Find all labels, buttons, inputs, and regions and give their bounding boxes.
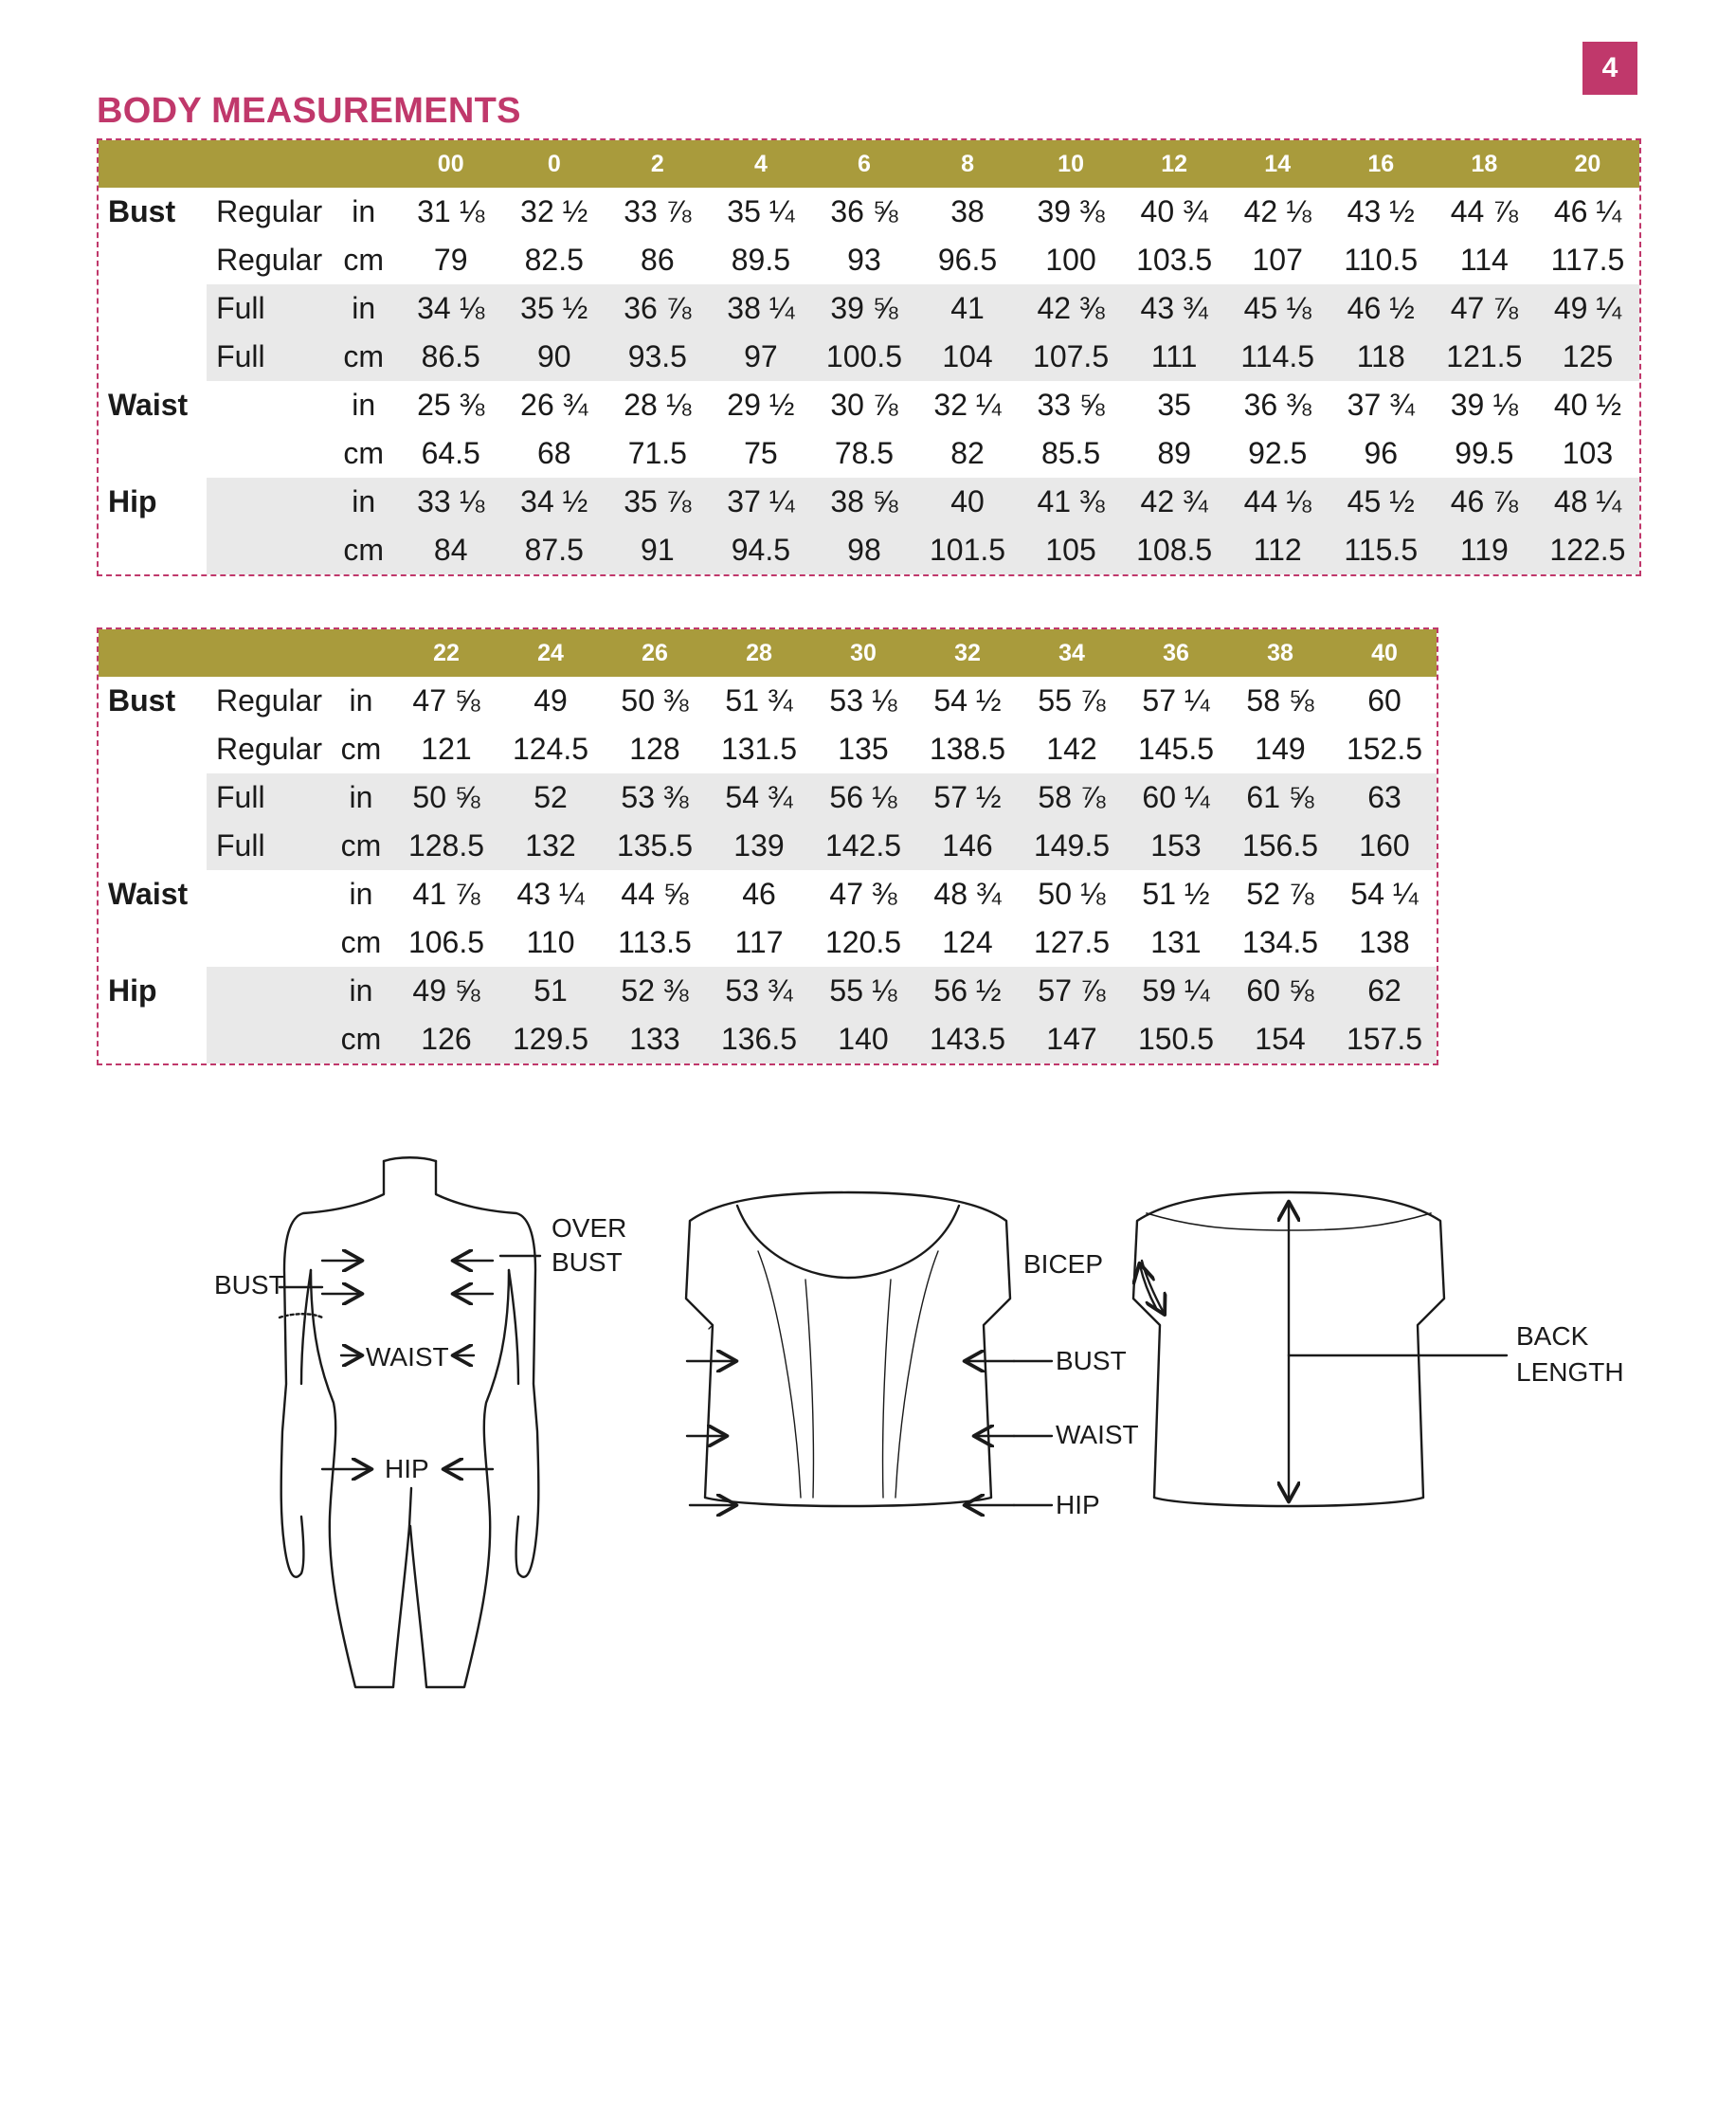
measurement-row: [99, 333, 1639, 381]
size-header-cell: 24: [498, 629, 603, 677]
size-header-cell: 16: [1329, 140, 1433, 188]
back-length-label-line1: BACK: [1516, 1321, 1589, 1351]
value-cell: 142.5: [811, 822, 915, 870]
value-cell: 115.5: [1329, 526, 1433, 574]
value-cell: 54 ¼: [1350, 877, 1419, 911]
size-header-cell: 2: [606, 140, 709, 188]
figure-type-cell: [207, 967, 328, 1015]
bicep-label: BICEP: [1023, 1249, 1104, 1279]
value-cell: 47 ⅞: [1433, 284, 1536, 333]
value-cell: 62: [1332, 967, 1437, 1015]
bust-label: BUST: [214, 1270, 285, 1299]
value-cell: 51 ¾: [725, 683, 793, 718]
value-cell: 35 ⅞: [606, 478, 709, 526]
value-cell: 71.5: [627, 436, 687, 470]
value-cell: 135: [838, 732, 889, 766]
unit-cell: in: [349, 877, 373, 911]
value-cell: 50 ⅛: [1038, 877, 1106, 911]
figure-type-cell: [207, 870, 328, 918]
value-cell: 117.5: [1550, 243, 1625, 277]
unit-cell: cm: [340, 732, 382, 766]
value-cell: 40 ½: [1553, 388, 1622, 422]
top-bust-label: BUST: [1056, 1346, 1127, 1375]
value-cell: 131.5: [720, 732, 798, 766]
value-cell: 46 ¼: [1553, 194, 1622, 228]
measure-name-cell: [99, 236, 207, 284]
size-header-row: [99, 140, 1639, 188]
value-cell: 128: [629, 732, 680, 766]
value-cell: 128.5: [394, 822, 498, 870]
value-cell: 82.5: [524, 243, 584, 277]
value-cell: 47 ⅝: [412, 683, 480, 718]
measure-name-cell: Hip: [99, 478, 207, 526]
value-cell: 53 ¾: [707, 967, 811, 1015]
value-cell: 32 ¼: [933, 388, 1002, 422]
measurement-row: [99, 870, 1437, 918]
value-cell: 125: [1536, 333, 1639, 381]
figure-type-cell: [207, 381, 328, 429]
value-cell: 59 ¼: [1124, 967, 1228, 1015]
value-cell: 136.5: [707, 1015, 811, 1063]
value-cell: 111: [1123, 333, 1226, 381]
value-cell: 36 ⅜: [1243, 388, 1311, 422]
figure-type-cell: Full: [207, 333, 328, 381]
measure-name-cell: Bust: [99, 188, 207, 236]
value-cell: 53 ⅜: [603, 773, 707, 822]
value-cell: 30 ⅞: [830, 388, 898, 422]
value-cell: 140: [811, 1015, 915, 1063]
measurement-row: [99, 822, 1437, 870]
waist-label: WAIST: [366, 1342, 449, 1372]
value-cell: 56 ½: [915, 967, 1020, 1015]
size-header-cell: 28: [707, 629, 811, 677]
value-cell: 33 ⅞: [624, 194, 692, 228]
value-cell: 96: [1364, 436, 1399, 470]
figure-type-cell: [207, 478, 328, 526]
header-blank-cell: [328, 629, 394, 677]
figure-type-cell: [207, 429, 328, 478]
unit-cell: cm: [340, 925, 382, 959]
value-cell: 46: [742, 877, 776, 911]
measurement-row: [99, 188, 1639, 236]
value-cell: 41: [915, 284, 1019, 333]
value-cell: 107.5: [1020, 333, 1123, 381]
value-cell: 28 ⅛: [624, 388, 692, 422]
value-cell: 45 ⅛: [1226, 284, 1329, 333]
value-cell: 51: [498, 967, 603, 1015]
value-cell: 99.5: [1455, 436, 1514, 470]
value-cell: 149: [1255, 732, 1306, 766]
measurement-row: [99, 429, 1639, 478]
measure-name-cell: [99, 429, 207, 478]
value-cell: 93: [847, 243, 881, 277]
size-header-cell: 26: [603, 629, 707, 677]
size-header-cell: 6: [812, 140, 915, 188]
value-cell: 49 ¼: [1536, 284, 1639, 333]
value-cell: 37 ¾: [1347, 388, 1415, 422]
measure-name-cell: [99, 333, 207, 381]
value-cell: 43 ¼: [516, 877, 585, 911]
value-cell: 38: [950, 194, 985, 228]
value-cell: 50 ⅜: [621, 683, 689, 718]
value-cell: 129.5: [498, 1015, 603, 1063]
value-cell: 42 ⅜: [1020, 284, 1123, 333]
value-cell: 44 ⅞: [1450, 194, 1518, 228]
value-cell: 86.5: [399, 333, 502, 381]
measure-name-cell: [99, 918, 207, 967]
figure-type-cell: [207, 918, 328, 967]
top-waist-label: WAIST: [1056, 1420, 1139, 1449]
value-cell: 52: [498, 773, 603, 822]
unit-cell: in: [349, 683, 373, 718]
value-cell: 68: [536, 436, 571, 470]
value-cell: 39 ⅛: [1450, 388, 1518, 422]
value-cell: 43 ¾: [1123, 284, 1226, 333]
value-cell: 160: [1332, 822, 1437, 870]
measure-name-cell: Bust: [99, 677, 207, 725]
value-cell: 63: [1332, 773, 1437, 822]
value-cell: 133: [603, 1015, 707, 1063]
value-cell: 117: [734, 925, 784, 959]
measure-name-cell: [99, 526, 207, 574]
value-cell: 64.5: [421, 436, 480, 470]
size-header-cell: 12: [1123, 140, 1226, 188]
value-cell: 33 ⅛: [399, 478, 502, 526]
figure-type-cell: [207, 1015, 328, 1063]
value-cell: 91: [606, 526, 709, 574]
value-cell: 60 ¼: [1124, 773, 1228, 822]
value-cell: 107: [1252, 243, 1303, 277]
size-header-cell: 14: [1226, 140, 1329, 188]
value-cell: 92.5: [1248, 436, 1308, 470]
size-header-cell: 0: [502, 140, 606, 188]
value-cell: 42 ⅛: [1243, 194, 1311, 228]
measurement-row: [99, 381, 1639, 429]
size-header-cell: 22: [394, 629, 498, 677]
value-cell: 127.5: [1033, 925, 1111, 959]
value-cell: 38 ¼: [709, 284, 812, 333]
value-cell: 122.5: [1536, 526, 1639, 574]
value-cell: 58 ⅞: [1020, 773, 1124, 822]
measure-name-cell: [99, 725, 207, 773]
value-cell: 53 ⅛: [829, 683, 897, 718]
measurement-diagrams: [190, 1118, 1624, 1725]
value-cell: 149.5: [1020, 822, 1124, 870]
size-header-cell: 30: [811, 629, 915, 677]
value-cell: 135.5: [603, 822, 707, 870]
value-cell: 100: [1045, 243, 1096, 277]
value-cell: 126: [394, 1015, 498, 1063]
value-cell: 86: [641, 243, 675, 277]
value-cell: 39 ⅜: [1037, 194, 1105, 228]
value-cell: 121.5: [1433, 333, 1536, 381]
value-cell: 157.5: [1332, 1015, 1437, 1063]
size-header-cell: 00: [399, 140, 502, 188]
value-cell: 101.5: [915, 526, 1019, 574]
measurement-row: [99, 967, 1437, 1015]
figure-type-cell: Regular: [207, 236, 328, 284]
value-cell: 47 ⅜: [829, 877, 897, 911]
size-header-cell: 38: [1228, 629, 1332, 677]
value-cell: 35 ¼: [727, 194, 795, 228]
value-cell: 113.5: [618, 925, 692, 959]
value-cell: 145.5: [1137, 732, 1215, 766]
value-cell: 100.5: [812, 333, 915, 381]
size-header-cell: 8: [915, 140, 1019, 188]
unit-cell: in: [328, 284, 399, 333]
header-blank-cell: [99, 629, 207, 677]
measurement-row: [99, 677, 1437, 725]
value-cell: 143.5: [915, 1015, 1020, 1063]
value-cell: 79: [433, 243, 468, 277]
value-cell: 36 ⅝: [830, 194, 898, 228]
value-cell: 57 ⅞: [1020, 967, 1124, 1015]
value-cell: 44 ⅝: [621, 877, 689, 911]
unit-cell: in: [328, 773, 394, 822]
value-cell: 58 ⅝: [1246, 683, 1314, 718]
measure-name-cell: [99, 1015, 207, 1063]
figure-type-cell: Regular: [207, 677, 328, 725]
value-cell: 40: [915, 478, 1019, 526]
value-cell: 49: [533, 683, 568, 718]
value-cell: 110: [526, 925, 575, 959]
over-bust-label-line2: BUST: [552, 1247, 623, 1277]
value-cell: 39 ⅝: [812, 284, 915, 333]
value-cell: 55 ⅛: [811, 967, 915, 1015]
value-cell: 146: [915, 822, 1020, 870]
value-cell: 32 ½: [520, 194, 588, 228]
value-cell: 131: [1150, 925, 1202, 959]
measurement-row: [99, 725, 1437, 773]
unit-cell: in: [328, 967, 394, 1015]
value-cell: 75: [744, 436, 778, 470]
body-figure-illustration: [280, 1157, 538, 1687]
value-cell: 119: [1433, 526, 1536, 574]
value-cell: 156.5: [1228, 822, 1332, 870]
measure-name-cell: Hip: [99, 967, 207, 1015]
value-cell: 147: [1020, 1015, 1124, 1063]
measure-name-cell: [99, 822, 207, 870]
unit-cell: cm: [328, 333, 399, 381]
value-cell: 31 ⅛: [417, 194, 485, 228]
value-cell: 57 ½: [915, 773, 1020, 822]
page-number-badge: 4: [1582, 42, 1637, 95]
unit-cell: cm: [328, 526, 399, 574]
value-cell: 105: [1020, 526, 1123, 574]
size-header-cell: 32: [915, 629, 1020, 677]
value-cell: 41 ⅜: [1020, 478, 1123, 526]
value-cell: 154: [1228, 1015, 1332, 1063]
measure-name-cell: Waist: [99, 870, 207, 918]
figure-type-cell: Full: [207, 284, 328, 333]
value-cell: 90: [502, 333, 606, 381]
value-cell: 38 ⅝: [812, 478, 915, 526]
value-cell: 57 ¼: [1142, 683, 1210, 718]
value-cell: 61 ⅝: [1228, 773, 1332, 822]
unit-cell: cm: [328, 822, 394, 870]
value-cell: 139: [707, 822, 811, 870]
unit-cell: in: [352, 194, 376, 228]
value-cell: 29 ½: [727, 388, 795, 422]
unit-cell: in: [328, 478, 399, 526]
value-cell: 35: [1157, 388, 1191, 422]
figure-type-cell: Full: [207, 773, 328, 822]
unit-cell: cm: [328, 1015, 394, 1063]
value-cell: 103.5: [1136, 243, 1213, 277]
value-cell: 138: [1359, 925, 1410, 959]
value-cell: 34 ½: [502, 478, 606, 526]
value-cell: 54 ½: [933, 683, 1002, 718]
unit-cell: cm: [343, 243, 384, 277]
hip-label: HIP: [385, 1454, 429, 1483]
measurement-row: [99, 918, 1437, 967]
value-cell: 37 ¼: [709, 478, 812, 526]
value-cell: 120.5: [824, 925, 902, 959]
value-cell: 134.5: [1241, 925, 1319, 959]
value-cell: 44 ⅛: [1226, 478, 1329, 526]
value-cell: 87.5: [502, 526, 606, 574]
value-cell: 35 ½: [502, 284, 606, 333]
unit-cell: cm: [343, 436, 384, 470]
value-cell: 51 ½: [1142, 877, 1210, 911]
over-bust-label-line1: OVER: [552, 1213, 627, 1243]
measurements-table-sizes-22-40: [97, 627, 1438, 1065]
value-cell: 112: [1226, 526, 1329, 574]
value-cell: 54 ¾: [707, 773, 811, 822]
front-top-illustration: [686, 1192, 1010, 1506]
figure-type-cell: Regular: [207, 188, 328, 236]
value-cell: 104: [915, 333, 1019, 381]
value-cell: 124: [942, 925, 993, 959]
size-header-cell: 20: [1536, 140, 1639, 188]
size-header-cell: 10: [1020, 140, 1123, 188]
value-cell: 34 ⅛: [399, 284, 502, 333]
value-cell: 26 ¾: [520, 388, 588, 422]
value-cell: 138.5: [929, 732, 1006, 766]
value-cell: 52 ⅜: [603, 967, 707, 1015]
value-cell: 40 ¾: [1140, 194, 1208, 228]
value-cell: 60 ⅝: [1228, 967, 1332, 1015]
figure-type-cell: Regular: [207, 725, 328, 773]
measurement-row: [99, 478, 1639, 526]
value-cell: 85.5: [1040, 436, 1101, 470]
value-cell: 33 ⅝: [1037, 388, 1105, 422]
value-cell: 121: [421, 732, 472, 766]
value-cell: 60: [1367, 683, 1401, 718]
header-blank-cell: [328, 140, 399, 188]
value-cell: 124.5: [512, 732, 589, 766]
measurement-row: [99, 526, 1639, 574]
size-header-cell: 4: [709, 140, 812, 188]
value-cell: 55 ⅞: [1038, 683, 1106, 718]
value-cell: 78.5: [834, 436, 895, 470]
value-cell: 48 ¼: [1536, 478, 1639, 526]
size-header-cell: 36: [1124, 629, 1228, 677]
measure-name-cell: [99, 284, 207, 333]
value-cell: 150.5: [1124, 1015, 1228, 1063]
page-title: BODY MEASUREMENTS: [97, 91, 521, 131]
measurement-row: [99, 236, 1639, 284]
measure-name-cell: Waist: [99, 381, 207, 429]
value-cell: 108.5: [1123, 526, 1226, 574]
value-cell: 93.5: [606, 333, 709, 381]
value-cell: 41 ⅞: [412, 877, 480, 911]
header-blank-cell: [207, 629, 328, 677]
value-cell: 48 ¾: [933, 877, 1002, 911]
value-cell: 132: [498, 822, 603, 870]
value-cell: 142: [1046, 732, 1097, 766]
size-header-row: [99, 629, 1437, 677]
value-cell: 152.5: [1346, 732, 1423, 766]
size-header-cell: 40: [1332, 629, 1437, 677]
measurements-table-sizes-00-20: [97, 138, 1641, 576]
value-cell: 114: [1459, 243, 1509, 277]
measure-name-cell: [99, 773, 207, 822]
value-cell: 84: [399, 526, 502, 574]
figure-type-cell: Full: [207, 822, 328, 870]
unit-cell: in: [352, 388, 376, 422]
value-cell: 49 ⅝: [394, 967, 498, 1015]
header-blank-cell: [207, 140, 328, 188]
value-cell: 46 ½: [1329, 284, 1433, 333]
value-cell: 106.5: [407, 925, 485, 959]
value-cell: 94.5: [709, 526, 812, 574]
value-cell: 98: [812, 526, 915, 574]
value-cell: 43 ½: [1347, 194, 1415, 228]
measurement-row: [99, 284, 1639, 333]
value-cell: 52 ⅞: [1246, 877, 1314, 911]
value-cell: 46 ⅞: [1433, 478, 1536, 526]
value-cell: 103: [1562, 436, 1614, 470]
value-cell: 118: [1329, 333, 1433, 381]
value-cell: 89: [1157, 436, 1191, 470]
value-cell: 153: [1124, 822, 1228, 870]
value-cell: 56 ⅛: [811, 773, 915, 822]
value-cell: 89.5: [731, 243, 791, 277]
header-blank-cell: [99, 140, 207, 188]
figure-type-cell: [207, 526, 328, 574]
value-cell: 42 ¾: [1123, 478, 1226, 526]
back-length-label-line2: LENGTH: [1516, 1357, 1624, 1387]
value-cell: 82: [950, 436, 985, 470]
value-cell: 25 ⅜: [417, 388, 485, 422]
value-cell: 97: [709, 333, 812, 381]
measurement-row: [99, 773, 1437, 822]
size-header-cell: 34: [1020, 629, 1124, 677]
measurement-row: [99, 1015, 1437, 1063]
value-cell: 45 ½: [1329, 478, 1433, 526]
value-cell: 114.5: [1226, 333, 1329, 381]
value-cell: 110.5: [1344, 243, 1419, 277]
value-cell: 36 ⅞: [606, 284, 709, 333]
value-cell: 50 ⅝: [394, 773, 498, 822]
top-hip-label: HIP: [1056, 1490, 1100, 1519]
size-header-cell: 18: [1433, 140, 1536, 188]
value-cell: 96.5: [937, 243, 998, 277]
